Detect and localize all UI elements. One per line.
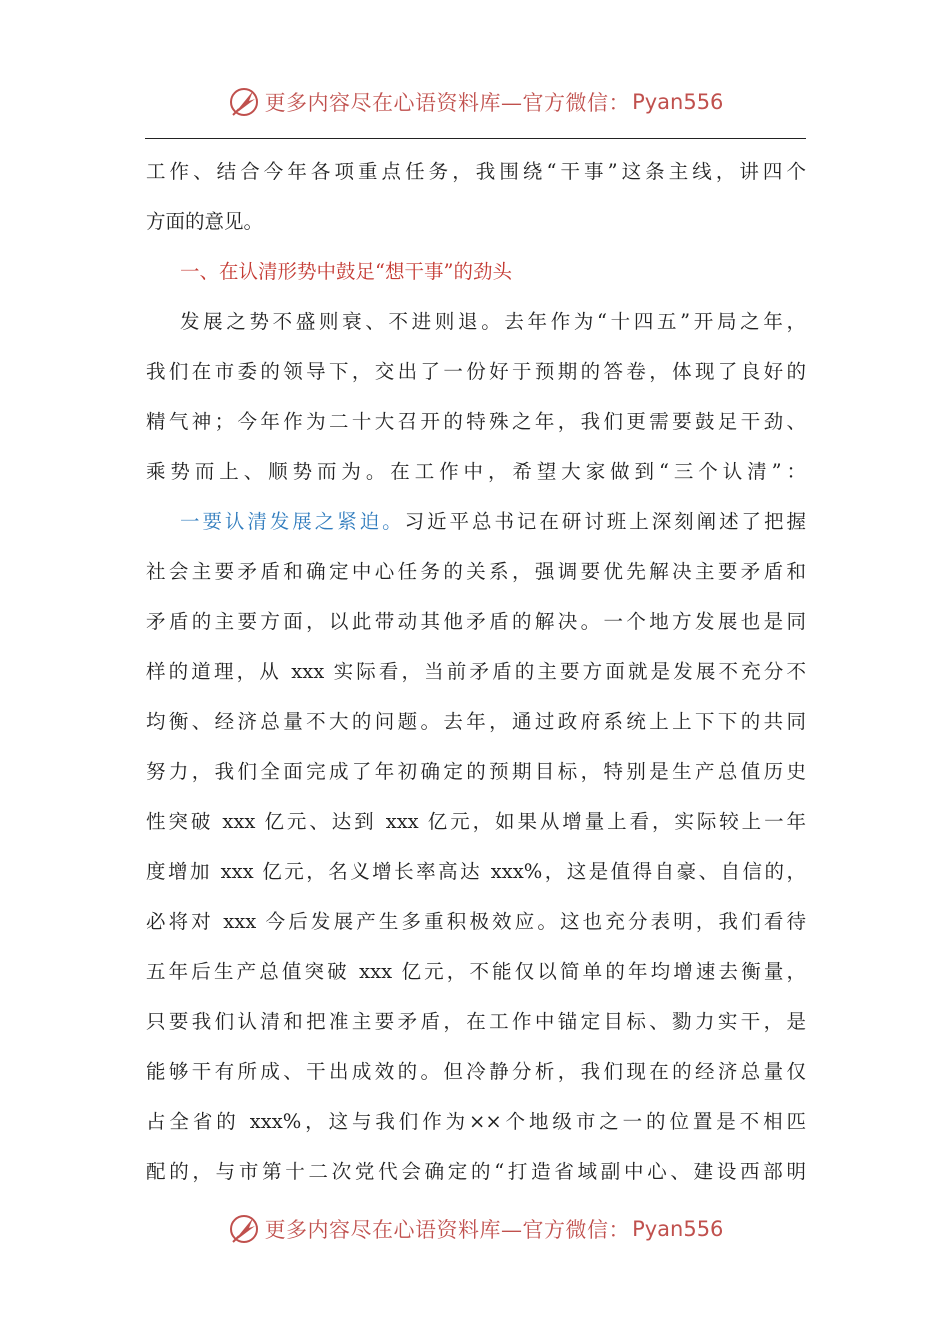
text-line: 我们在市委的领导下，交出了一份好于预期的答卷，体现了良好的 xyxy=(146,360,806,383)
text-line: 均衡、经济总量不大的问题。去年，通过政府系统上上下下的共同 xyxy=(146,710,806,733)
header-banner xyxy=(0,82,950,122)
header-divider xyxy=(145,138,806,139)
text-line: 占全省的 xxx%，这与我们作为××个地级市之一的位置是不相匹 xyxy=(146,1110,806,1133)
document-body xyxy=(146,147,806,1197)
text-line: 社会主要矛盾和确定中心任务的关系，强调要优先解决主要矛盾和 xyxy=(146,560,806,583)
text-line: 发展之势不盛则衰、不进则退。去年作为“十四五”开局之年， xyxy=(180,310,806,333)
text-line: 性突破 xxx 亿元、达到 xxx 亿元，如果从增量上看，实际较上一年 xyxy=(146,810,806,833)
section-heading: 一、在认清形势中鼓足“想干事”的劲头 xyxy=(180,260,512,283)
text-span: 习近平总书记在研讨班上深刻阐述了把握 xyxy=(404,510,806,533)
footer-text: 更多内容尽在心语资料库—官方微信： xyxy=(264,1218,631,1242)
header-text: 更多内容尽在心语资料库—官方微信： xyxy=(264,91,631,115)
text-line: 乘势而上、顺势而为。在工作中，希望大家做到“三个认清”： xyxy=(146,460,806,483)
text-line xyxy=(146,497,806,547)
header-wechat-id: Pyan556 xyxy=(632,90,724,114)
text-line: 只要我们认清和把准主要矛盾，在工作中锚定目标、勠力实干，是 xyxy=(146,1010,806,1033)
text-line: 能够干有所成、干出成效的。但冷静分析，我们现在的经济总量仅 xyxy=(146,1060,806,1083)
text-line: 努力，我们全面完成了年初确定的预期目标，特别是生产总值历史 xyxy=(146,760,806,783)
footer-banner xyxy=(0,1209,950,1249)
footer-wechat-id: Pyan556 xyxy=(632,1217,724,1241)
text-line: 工作、结合今年各项重点任务，我围绕“干事”这条主线，讲四个 xyxy=(146,160,806,183)
text-line: 配的，与市第十二次党代会确定的“打造省域副中心、建设西部明 xyxy=(146,1160,806,1183)
quill-logo-icon xyxy=(227,85,261,119)
text-line: 矛盾的主要方面，以此带动其他矛盾的解决。一个地方发展也是同 xyxy=(146,610,806,633)
text-line: 精气神；今年作为二十大召开的特殊之年，我们更需要鼓足干劲、 xyxy=(146,410,806,433)
text-line: 样的道理，从 xxx 实际看，当前矛盾的主要方面就是发展不充分不 xyxy=(146,660,806,683)
text-line: 方面的意见。 xyxy=(146,210,264,233)
text-line: 必将对 xxx 今后发展产生多重积极效应。这也充分表明，我们看待 xyxy=(146,910,806,933)
text-line: 度增加 xxx 亿元，名义增长率高达 xxx%，这是值得自豪、自信的， xyxy=(146,860,806,883)
highlight-lead: 一要认清发展之紧迫。 xyxy=(180,510,405,533)
quill-logo-icon xyxy=(227,1212,261,1246)
text-line: 五年后生产总值突破 xxx 亿元，不能仅以简单的年均增速去衡量， xyxy=(146,960,806,983)
